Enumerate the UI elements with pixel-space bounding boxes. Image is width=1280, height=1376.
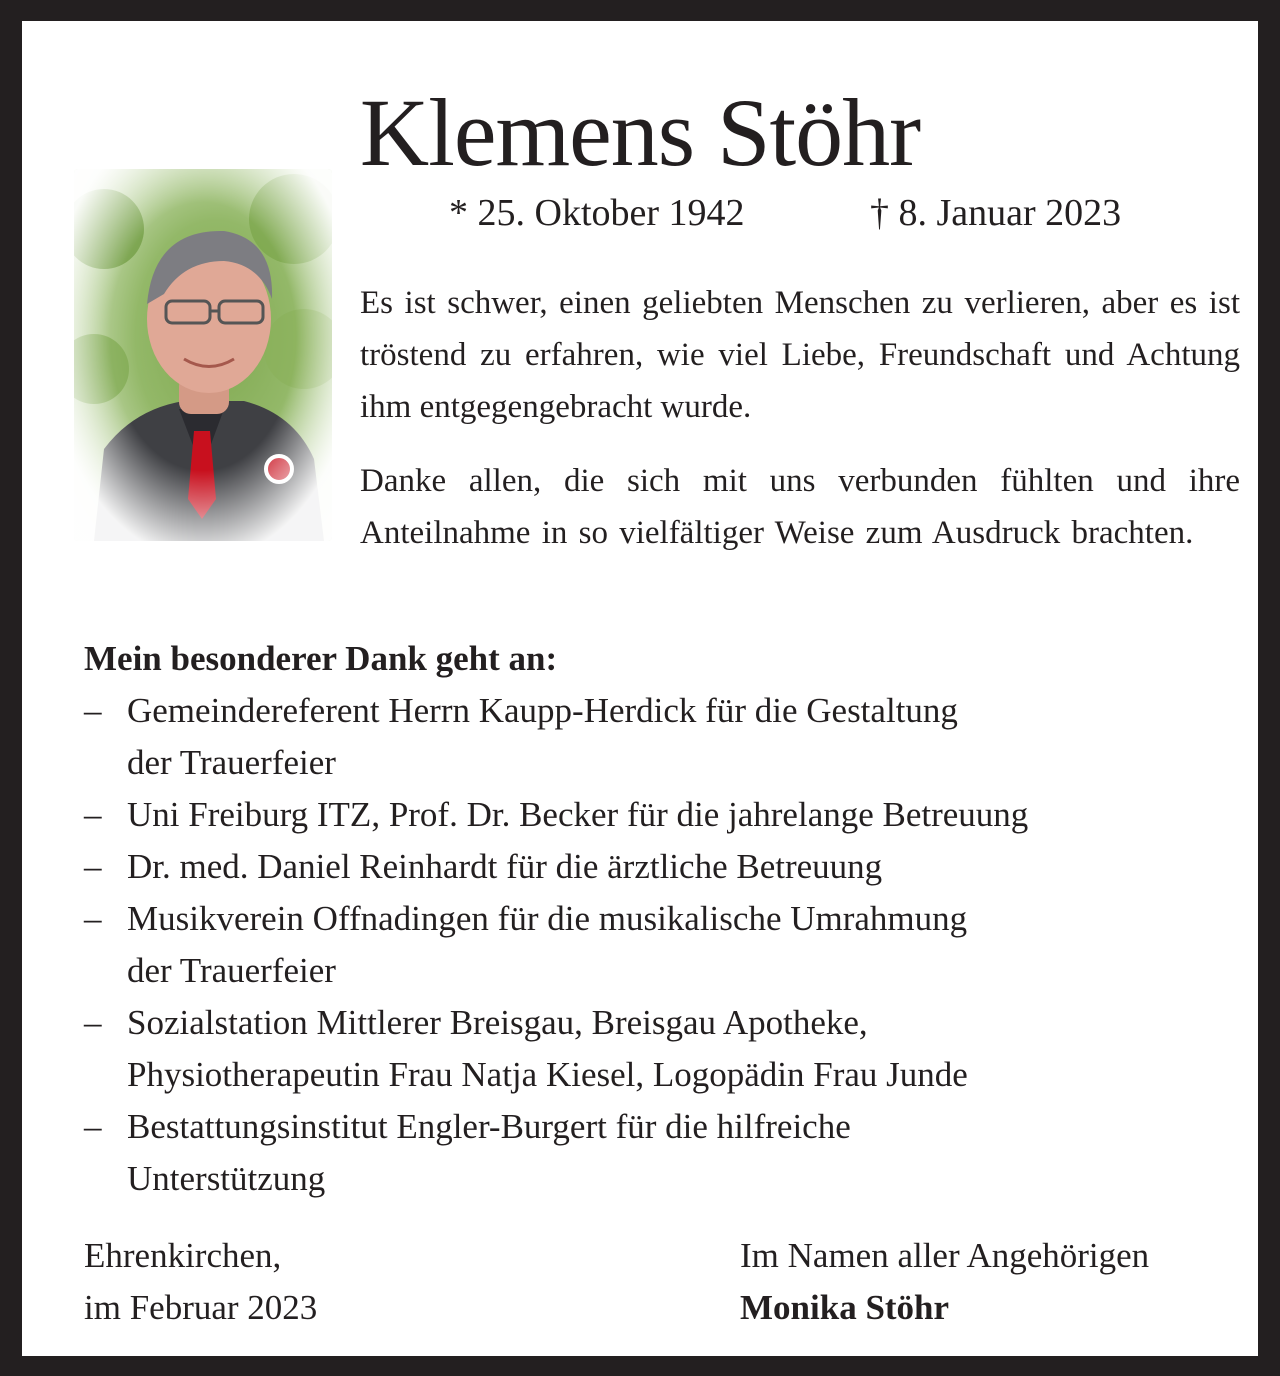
birth-date: * 25. Oktober 1942 — [449, 192, 745, 234]
dash-bullet: – — [84, 1003, 102, 1042]
signature-block — [740, 1230, 1149, 1334]
list-item — [84, 893, 1234, 997]
list-item — [84, 789, 1234, 841]
place: Ehrenkirchen, — [84, 1236, 282, 1275]
date: im Februar 2023 — [84, 1288, 318, 1327]
signer-name: Monika Stöhr — [740, 1288, 950, 1327]
thanks-heading: Mein besonderer Dank geht an: — [84, 639, 558, 678]
list-item — [84, 685, 1234, 789]
list-item-text: Bestattungsinstitut Engler-Burgert für die hilfreiche Unterstützung — [127, 1107, 851, 1198]
list-item — [84, 997, 1234, 1101]
portrait-photo — [74, 169, 332, 541]
dash-bullet: – — [84, 1107, 102, 1146]
list-item-text: Musikverein Offnadingen für die musikalische Umrahmung der Trauerfeier — [127, 899, 968, 990]
list-item-text: Uni Freiburg ITZ, Prof. Dr. Becker für die jahrelange Betreuung — [127, 795, 1029, 834]
list-item — [84, 1101, 1234, 1205]
list-item-text: Gemeindereferent Herrn Kaupp-Herdick für die Gestaltung der Trauerfeier — [127, 691, 958, 782]
obituary-card — [22, 21, 1258, 1356]
condolence-paragraph-2: Danke allen, die sich mit uns verbunden fühlten und ihre Anteilnahme in so vielfältiger Weise zum Ausdruck brachten. — [360, 463, 1240, 551]
deceased-name: Klemens Stöhr — [359, 79, 921, 186]
place-and-date — [84, 1230, 317, 1334]
condolence-paragraph-1: Es ist schwer, einen geliebten Menschen zu verlieren, aber es ist tröstend zu erfahren, wie viel Liebe, Freundschaft und Achtung ihm entgegengebracht wurde. — [360, 285, 1240, 425]
death-date: † 8. Januar 2023 — [870, 192, 1122, 234]
list-item — [84, 841, 1234, 893]
list-item-text: Dr. med. Daniel Reinhardt für die ärztliche Betreuung — [127, 847, 883, 886]
dash-bullet: – — [84, 795, 102, 834]
dash-bullet: – — [84, 899, 102, 938]
dash-bullet: – — [84, 691, 102, 730]
dash-bullet: – — [84, 847, 102, 886]
thanks-list — [84, 685, 1234, 1205]
list-item-text: Sozialstation Mittlerer Breisgau, Breisgau Apotheke, Physiotherapeutin Frau Natja Kiesel, Logopädin Frau Junde — [127, 1003, 968, 1094]
on-behalf-text: Im Namen aller Angehörigen — [740, 1236, 1150, 1275]
